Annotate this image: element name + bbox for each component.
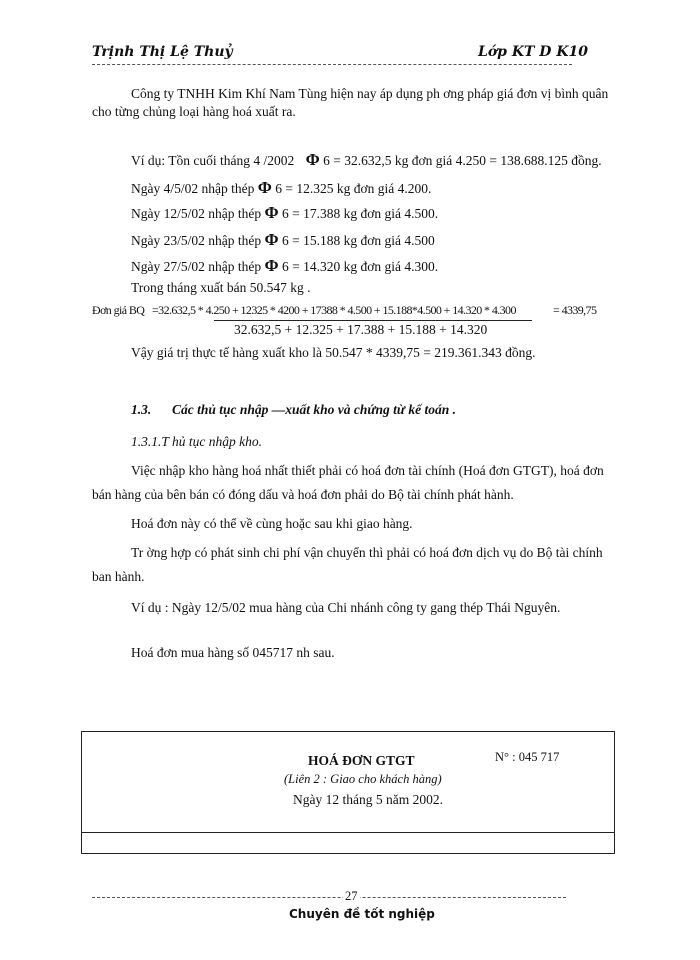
example-row-label: Ngày 23/5/02 nhập thép bbox=[131, 233, 262, 248]
footer-divider bbox=[92, 897, 566, 898]
formula-denominator: 32.632,5 + 12.325 + 17.388 + 15.188 + 14.320 bbox=[234, 322, 488, 337]
invoice-date: Ngày 12 tháng 5 năm 2002. bbox=[293, 792, 443, 807]
fraction-bar bbox=[214, 320, 532, 321]
invoice-title: HOÁ ĐƠN GTGT bbox=[308, 753, 415, 768]
invoice-subtitle: (Liên 2 : Giao cho khách hàng) bbox=[284, 772, 442, 786]
example-row-label: Ngày 4/5/02 nhập thép bbox=[131, 181, 255, 196]
example-row-5 bbox=[131, 256, 438, 276]
example-row-1 bbox=[131, 150, 602, 170]
example-row-2 bbox=[131, 178, 431, 198]
paragraph-1-line-1: Việc nhập kho hàng hoá nhất thiết phải có hoá đơn tài chính (Hoá đơn GTGT), hoá đơn bbox=[131, 463, 604, 478]
phi-symbol-icon: Φ bbox=[305, 150, 320, 169]
subsection-title: 1.3.1.T hủ tục nhập kho. bbox=[131, 434, 262, 449]
header-divider bbox=[92, 64, 572, 65]
invoice-box-divider bbox=[81, 832, 615, 833]
phi-symbol-icon: Φ bbox=[264, 203, 279, 222]
formula-numerator: =32.632,5 * 4.250 + 12325 * 4200 + 17388 * 4.500 + 15.188*4.500 + 14.320 * 4.300 bbox=[152, 303, 516, 317]
example-row-value: 6 = 17.388 kg đơn giá 4.500. bbox=[281, 206, 439, 221]
example-row-4 bbox=[131, 230, 435, 250]
header-author: Trịnh Thị Lệ Thuỷ bbox=[92, 44, 233, 60]
invoice-number: N° : 045 717 bbox=[495, 750, 560, 764]
section-number: 1.3. bbox=[131, 402, 152, 417]
example-row-label: Ngày 27/5/02 nhập thép bbox=[131, 259, 262, 274]
conclusion: Vậy giá trị thực tế hàng xuất kho là 50.547 * 4339,75 = 219.361.343 đồng. bbox=[131, 345, 536, 360]
phi-symbol-icon: Φ bbox=[257, 178, 272, 197]
phi-symbol-icon: Φ bbox=[264, 256, 279, 275]
footer-text: Chuyên đề tốt nghiệp bbox=[289, 907, 435, 921]
intro-line-2: cho từng chủng loại hàng hoá xuất ra. bbox=[92, 104, 296, 119]
example-row-value: 6 = 14.320 kg đơn giá 4.300. bbox=[281, 259, 439, 274]
example-row-label: Ví dụ: Tồn cuối tháng 4 /2002 bbox=[131, 153, 295, 168]
phi-symbol-icon: Φ bbox=[264, 230, 279, 249]
paragraph-5: Hoá đơn mua hàng số 045717 nh sau. bbox=[131, 645, 335, 660]
example-row-3 bbox=[131, 203, 438, 223]
paragraph-4: Ví dụ : Ngày 12/5/02 mua hàng của Chi nhánh công ty gang thép Thái Nguyên. bbox=[131, 600, 561, 615]
paragraph-1-line-2: bán hàng của bên bán có đóng dấu và hoá đơn phải do Bộ tài chính phát hành. bbox=[92, 487, 514, 502]
header-class: Lớp KT D K10 bbox=[478, 44, 588, 60]
sold-quantity: Trong tháng xuất bán 50.547 kg . bbox=[131, 280, 311, 295]
page-number: 27 bbox=[345, 889, 358, 903]
paragraph-3-line-2: ban hành. bbox=[92, 569, 145, 584]
example-row-value: 6 = 32.632,5 kg đơn giá 4.250 = 138.688.125 đồng. bbox=[323, 153, 602, 168]
paragraph-2: Hoá đơn này có thể về cùng hoặc sau khi giao hàng. bbox=[131, 516, 413, 531]
intro-line-1: Công ty TNHH Kim Khí Nam Tùng hiện nay áp dụng ph ơng pháp giá đơn vị bình quân bbox=[131, 86, 609, 101]
section-title: Các thủ tục nhập —xuất kho và chứng từ kế toán . bbox=[172, 402, 456, 417]
example-row-value: 6 = 12.325 kg đơn giá 4.200. bbox=[275, 181, 432, 196]
paragraph-3-line-1: Tr ờng hợp có phát sinh chi phí vận chuyển thì phải có hoá đơn dịch vụ do Bộ tài chính bbox=[131, 545, 603, 560]
formula-result: = 4339,75 bbox=[553, 303, 597, 317]
formula-label: Đơn giá BQ bbox=[92, 303, 145, 317]
example-row-label: Ngày 12/5/02 nhập thép bbox=[131, 206, 262, 221]
example-row-value: 6 = 15.188 kg đơn giá 4.500 bbox=[281, 233, 435, 248]
